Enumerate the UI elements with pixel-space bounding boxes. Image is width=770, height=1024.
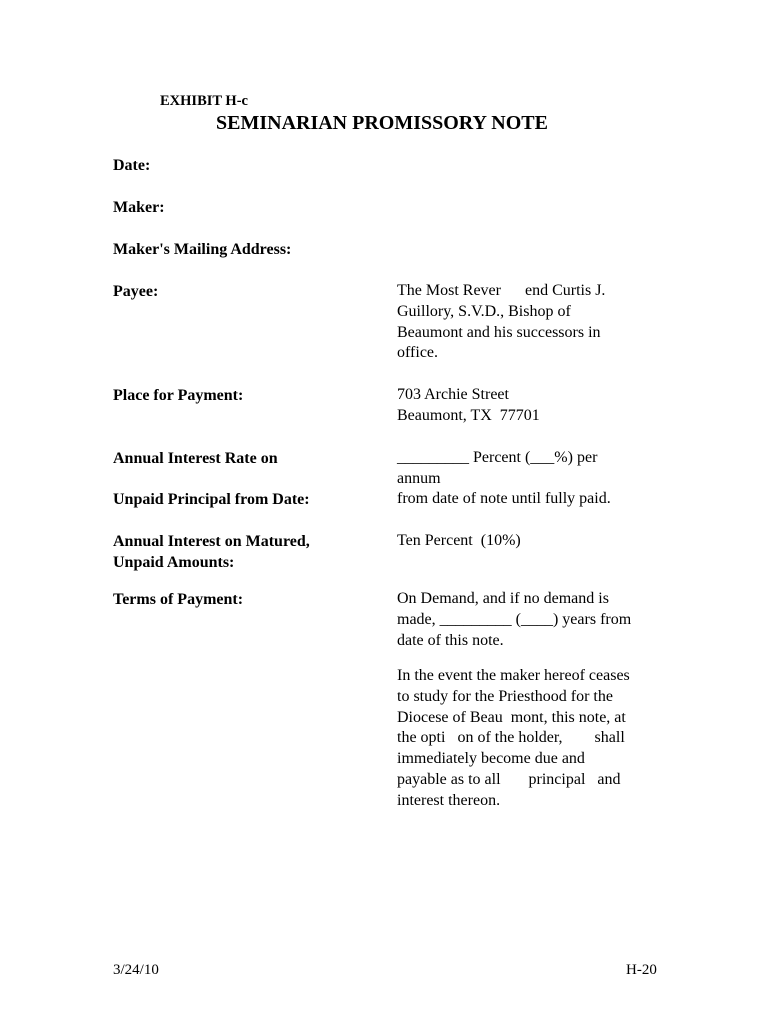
- unpaid-principal-label: Unpaid Principal from Date:: [113, 491, 310, 508]
- mailing-address-label: Maker's Mailing Address:: [113, 241, 292, 258]
- date-label: Date:: [113, 157, 151, 174]
- payee-value: The Most Rever end Curtis J. Guillory, S.V.D., Bishop of Beaumont and his successors in office.: [397, 282, 606, 362]
- terms-of-payment-value: On Demand, and if no demand is made, _________ (____) years from date of this note.: [397, 590, 632, 649]
- payee-label: Payee:: [113, 283, 159, 300]
- annual-interest-rate-value: _________ Percent (___%) per annum: [397, 449, 598, 487]
- footer-date: 3/24/10: [113, 962, 159, 978]
- place-for-payment-value: 703 Archie Street Beaumont, TX 77701: [397, 386, 540, 424]
- annual-interest-rate-label: Annual Interest Rate on: [113, 450, 278, 467]
- place-for-payment-label: Place for Payment:: [113, 387, 244, 404]
- footer-page-number: H-20: [626, 962, 657, 978]
- maker-label: Maker:: [113, 199, 165, 216]
- terms-of-payment-label: Terms of Payment:: [113, 591, 244, 608]
- exhibit-label: EXHIBIT H-c: [160, 93, 248, 109]
- document-title: SEMINARIAN PROMISSORY NOTE: [216, 112, 548, 134]
- matured-interest-label: Annual Interest on Matured, Unpaid Amounts:: [113, 533, 310, 571]
- matured-interest-value: Ten Percent (10%): [397, 532, 521, 549]
- acceleration-clause: In the event the maker hereof ceases to study for the Priesthood for the Diocese of Beau mont, this note, at the opti on of the holder, shall immediately become due and payable as to all principal and interest thereon.: [397, 667, 630, 809]
- unpaid-principal-value: from date of note until fully paid.: [397, 490, 611, 507]
